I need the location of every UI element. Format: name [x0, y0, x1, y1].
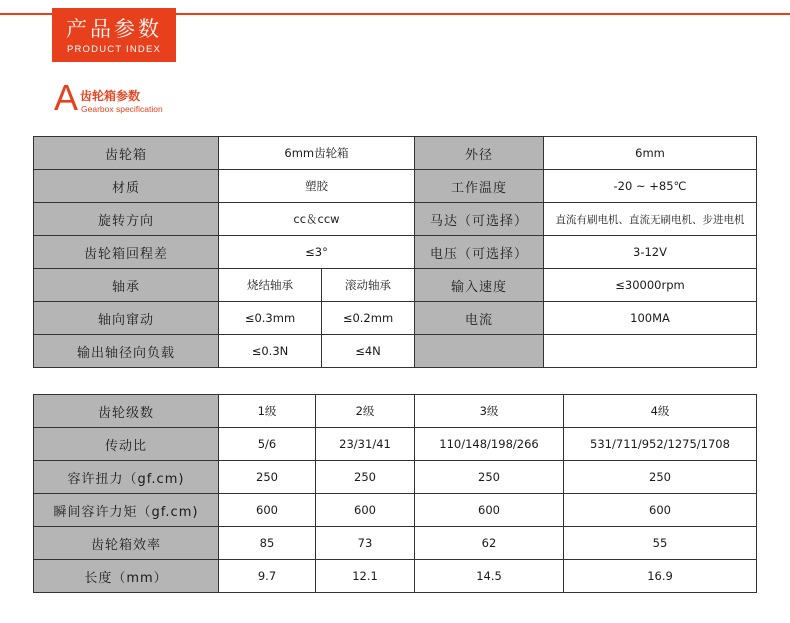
- row-label: 传动比: [34, 428, 219, 461]
- temp-label: 工作温度: [415, 170, 544, 203]
- radial-load-rolling: ≤4N: [322, 335, 415, 368]
- table-row: [34, 302, 757, 335]
- outer-dia-value: 6mm: [544, 137, 757, 170]
- header-banner: [52, 8, 176, 62]
- current-value: 100MA: [544, 302, 757, 335]
- table-cell: 23/31/41: [316, 428, 415, 461]
- bearing-label: 轴承: [34, 269, 219, 302]
- section-title: 齿轮箱参数: [80, 89, 141, 103]
- input-speed-label: 输入速度: [415, 269, 544, 302]
- voltage-label: 电压（可选择）: [415, 236, 544, 269]
- motor-value: 直流有刷电机、直流无刷电机、步进电机: [544, 203, 757, 236]
- section-letter: A: [54, 77, 79, 118]
- row-label: 长度（mm）: [34, 560, 219, 593]
- table-row: [34, 335, 757, 368]
- empty-cell: [415, 335, 544, 368]
- table-cell: 73: [316, 527, 415, 560]
- row-label: 齿轮级数: [34, 395, 219, 428]
- table-cell: 85: [219, 527, 316, 560]
- table-cell: 600: [316, 494, 415, 527]
- table-row: [34, 137, 757, 170]
- table-cell: 55: [564, 527, 757, 560]
- rotation-value: cc＆ccw: [219, 203, 415, 236]
- table-cell: 2级: [316, 395, 415, 428]
- table-cell: 600: [219, 494, 316, 527]
- gearbox-spec-table: [33, 136, 757, 368]
- axial-play-rolling: ≤0.2mm: [322, 302, 415, 335]
- radial-load-sintered: ≤0.3N: [219, 335, 322, 368]
- empty-cell: [544, 335, 757, 368]
- table-cell: 250: [564, 461, 757, 494]
- backlash-value: ≤3°: [219, 236, 415, 269]
- table-cell: 531/711/952/1275/1708: [564, 428, 757, 461]
- outer-dia-label: 外径: [415, 137, 544, 170]
- table-cell: 5/6: [219, 428, 316, 461]
- table-cell: 250: [316, 461, 415, 494]
- bearing-sintered: 烧结轴承: [219, 269, 322, 302]
- table-row: [34, 203, 757, 236]
- radial-load-label: 输出轴径向负载: [34, 335, 219, 368]
- table-row: [34, 269, 757, 302]
- table-cell: 9.7: [219, 560, 316, 593]
- table-cell: 14.5: [415, 560, 564, 593]
- row-label: 容许扭力（gf.cm): [34, 461, 219, 494]
- table-row: [34, 395, 757, 428]
- bearing-rolling: 滚动轴承: [322, 269, 415, 302]
- table-row: [34, 236, 757, 269]
- gearbox-value: 6mm齿轮箱: [219, 137, 415, 170]
- table-row: [34, 461, 757, 494]
- table-cell: 16.9: [564, 560, 757, 593]
- current-label: 电流: [415, 302, 544, 335]
- axial-play-label: 轴向窜动: [34, 302, 219, 335]
- table-row: [34, 560, 757, 593]
- rotation-label: 旋转方向: [34, 203, 219, 236]
- gear-stage-table: [33, 394, 757, 593]
- voltage-value: 3-12V: [544, 236, 757, 269]
- table-cell: 12.1: [316, 560, 415, 593]
- table-row: [34, 428, 757, 461]
- table-cell: 250: [415, 461, 564, 494]
- header-subtitle: PRODUCT INDEX: [66, 44, 162, 55]
- temp-value: -20 ~ +85℃: [544, 170, 757, 203]
- section-subtitle: Gearbox specification: [81, 104, 163, 114]
- table-cell: 600: [564, 494, 757, 527]
- table-cell: 250: [219, 461, 316, 494]
- axial-play-sintered: ≤0.3mm: [219, 302, 322, 335]
- table-row: [34, 527, 757, 560]
- gearbox-label: 齿轮箱: [34, 137, 219, 170]
- table-cell: 3级: [415, 395, 564, 428]
- row-label: 齿轮箱效率: [34, 527, 219, 560]
- table-cell: 4级: [564, 395, 757, 428]
- input-speed-value: ≤30000rpm: [544, 269, 757, 302]
- table-cell: 1级: [219, 395, 316, 428]
- table-row: [34, 170, 757, 203]
- material-label: 材质: [34, 170, 219, 203]
- backlash-label: 齿轮箱回程差: [34, 236, 219, 269]
- motor-label: 马达（可选择）: [415, 203, 544, 236]
- table-row: [34, 494, 757, 527]
- table-cell: 600: [415, 494, 564, 527]
- table-cell: 62: [415, 527, 564, 560]
- material-value: 塑胶: [219, 170, 415, 203]
- table-cell: 110/148/198/266: [415, 428, 564, 461]
- row-label: 瞬间容许力矩（gf.cm): [34, 494, 219, 527]
- header-title: 产品参数: [66, 17, 162, 41]
